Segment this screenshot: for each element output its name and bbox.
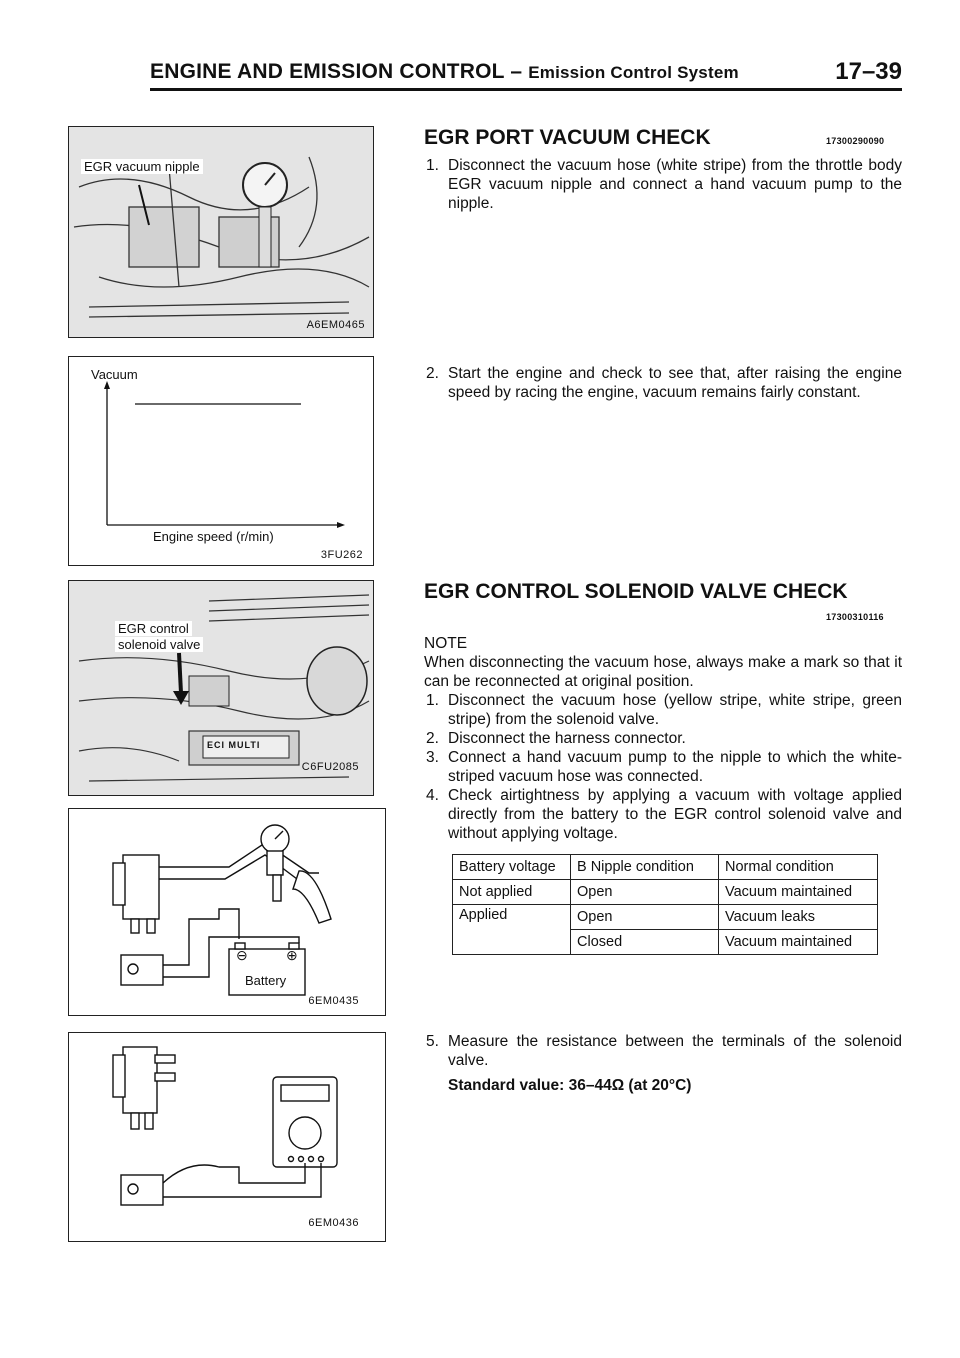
table-cell: Open (571, 905, 719, 930)
figure-vacuum-graph (68, 356, 374, 566)
connector (121, 955, 163, 985)
page-number: 17–39 (835, 58, 902, 85)
table-cell: Not applied (453, 880, 571, 905)
header-title-main: ENGINE AND EMISSION CONTROL (150, 60, 505, 83)
note-label: NOTE (424, 635, 468, 652)
table-row (453, 880, 878, 905)
note-text: When disconnecting the vacuum hose, always make a mark so that it can be reconnected at original position. (424, 654, 902, 690)
section2-heading: EGR CONTROL SOLENOID VALVE CHECK (424, 580, 848, 603)
table-cell: Closed (571, 930, 719, 955)
header-title-sub: Emission Control System (528, 63, 739, 82)
section1-ref: 17300290090 (826, 136, 885, 146)
pump-handle (293, 871, 331, 923)
ohmmeter-diagram-svg (69, 1033, 385, 1241)
section2-ref: 17300310116 (826, 612, 884, 622)
fig1-code: A6EM0465 (306, 319, 365, 331)
figure-battery-test-diagram (68, 808, 386, 1016)
fig4-code: 6EM0435 (308, 995, 359, 1007)
fig2-code: 3FU262 (320, 549, 363, 561)
header-dash: – (510, 60, 523, 83)
section1-heading: EGR PORT VACUUM CHECK (424, 126, 711, 149)
x-axis-arrow (337, 522, 345, 528)
table-cell: Vacuum maintained (719, 930, 878, 955)
y-axis-arrow (104, 381, 110, 389)
battery-diagram-svg (69, 809, 385, 1015)
standard-value: Standard value: 36–44Ω (at 20°C) (448, 1077, 692, 1094)
table-header-cell: B Nipple condition (571, 855, 719, 880)
table-row (453, 905, 878, 930)
connector (121, 1175, 163, 1205)
header-title (150, 60, 739, 84)
table-cell: Applied (453, 905, 571, 955)
table-cell: Vacuum maintained (719, 880, 878, 905)
airtightness-table (452, 854, 878, 955)
battery-minus-icon: ⊖ (236, 947, 248, 963)
table-cell: Open (571, 880, 719, 905)
battery-label: Battery (245, 973, 287, 988)
solenoid-valve-body (123, 855, 159, 919)
figure-egr-vacuum-nipple (68, 126, 374, 338)
graph-x-label: Engine speed (r/min) (153, 529, 274, 544)
figure-ohmmeter-diagram (68, 1032, 386, 1242)
fig3-label-line1: EGR control (115, 621, 192, 636)
table-header-cell: Normal condition (719, 855, 878, 880)
table-header-row (453, 855, 878, 880)
table-cell: Vacuum leaks (719, 905, 878, 930)
battery-plus-icon: ⊕ (286, 947, 298, 963)
graph-y-label: Vacuum (91, 367, 138, 382)
fig5-code: 6EM0436 (308, 1217, 359, 1229)
solenoid-valve-body (123, 1047, 157, 1113)
fig1-label: EGR vacuum nipple (81, 159, 203, 174)
table-header-cell: Battery voltage (453, 855, 571, 880)
fig3-code: C6FU2085 (301, 761, 359, 773)
figure-egr-control-solenoid (68, 580, 374, 796)
fig3-engine-badge: ECI MULTI (207, 740, 261, 750)
header-rule (150, 88, 902, 91)
page-header (150, 60, 902, 88)
fig3-label-line2: solenoid valve (115, 637, 203, 652)
